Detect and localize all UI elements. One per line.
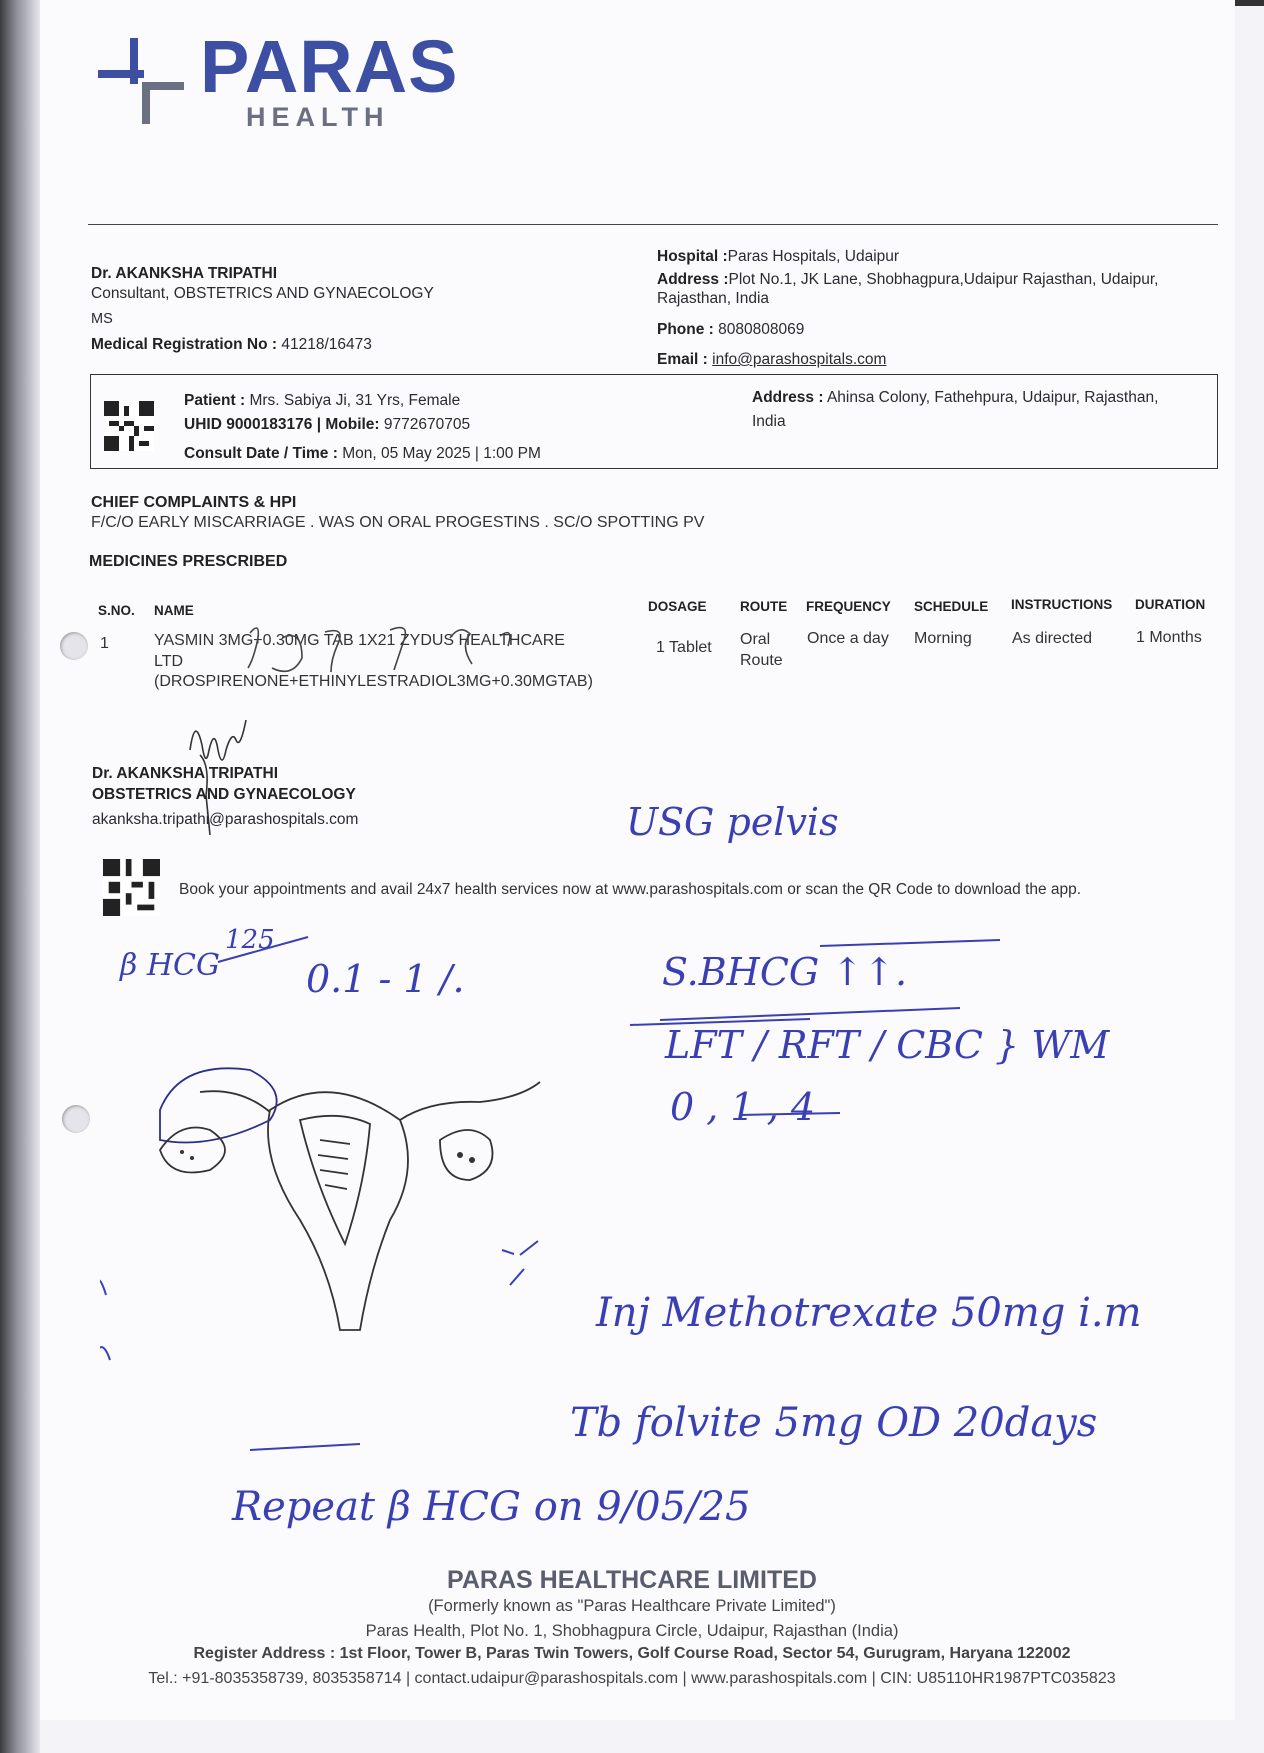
col-name: NAME bbox=[154, 603, 194, 618]
paras-cross-icon bbox=[98, 38, 184, 124]
brand-sub: HEALTH bbox=[246, 102, 390, 132]
hospital-label: Hospital : bbox=[657, 248, 728, 265]
punch-hole bbox=[62, 1105, 90, 1133]
handwritten-tests: LFT / RFT / CBC } WM bbox=[665, 1023, 1110, 1067]
patient-qr-icon bbox=[104, 401, 154, 451]
hospital-phone-label: Phone : bbox=[657, 321, 714, 338]
brand-name: PARAS bbox=[200, 25, 459, 108]
registration-number: 41218/16473 bbox=[281, 336, 372, 353]
med-instructions: As directed bbox=[1012, 630, 1093, 647]
consult-label: Consult Date / Time : bbox=[184, 445, 338, 462]
app-note: Book your appointments and avail 24x7 health services now at www.parashospitals.com or scan the QR Code to download the app. bbox=[179, 881, 1082, 898]
hospital-address-label: Address : bbox=[657, 271, 729, 288]
col-sno: S.NO. bbox=[98, 603, 135, 618]
hospital-phone: 8080808069 bbox=[718, 321, 805, 338]
med-frequency: Once a day bbox=[807, 630, 889, 647]
header-rule bbox=[88, 224, 1218, 225]
col-dosage: DOSAGE bbox=[648, 599, 707, 614]
signature-email: akanksha.tripathi@parashospitals.com bbox=[92, 811, 359, 828]
footer-address: Paras Health, Plot No. 1, Shobhagpura Circle, Udaipur, Rajasthan (India) bbox=[365, 1622, 899, 1640]
patient-address-line1: Ahinsa Colony, Fathehpura, Udaipur, Rajasthan, bbox=[826, 389, 1159, 406]
hospital-address-line2: Rajasthan, India bbox=[657, 290, 770, 307]
complaints-heading: CHIEF COMPLAINTS & HPI bbox=[91, 494, 297, 511]
handwritten-tablet: Tb folvite 5mg OD 20days bbox=[570, 1400, 1098, 1446]
handwritten-repeat: Repeat β HCG on 9/05/25 bbox=[232, 1484, 751, 1530]
med-dosage: 1 Tablet bbox=[656, 639, 712, 656]
patient-address-row bbox=[752, 389, 1158, 407]
med-duration: 1 Months bbox=[1136, 629, 1202, 646]
registration-label: Medical Registration No : bbox=[91, 336, 278, 353]
punch-hole bbox=[60, 632, 88, 660]
footer-formerly: (Formerly known as "Paras Healthcare Private Limited") bbox=[428, 1597, 836, 1615]
handwritten-injection: Inj Methotrexate 50mg i.m bbox=[596, 1290, 1142, 1336]
patient-address-label: Address : bbox=[752, 389, 824, 406]
med-name-line3: (DROSPIRENONE+ETHINYLESTRADIOL3MG+0.30MGTAB) bbox=[154, 673, 593, 690]
patient-label: Patient : bbox=[184, 392, 246, 409]
uhid-label: UHID 9000183176 | Mobile: bbox=[184, 416, 380, 433]
footer-company: PARAS HEALTHCARE LIMITED bbox=[447, 1566, 817, 1594]
handwritten-sbhcg: S.BHCG ↑↑. bbox=[662, 950, 908, 994]
hospital-address-row bbox=[657, 271, 1158, 289]
signature-name: Dr. AKANKSHA TRIPATHI bbox=[92, 765, 278, 782]
hospital-address-line1: Plot No.1, JK Lane, Shobhagpura,Udaipur Rajasthan, Udaipur, bbox=[728, 271, 1159, 288]
complaints-text: F/C/O EARLY MISCARRIAGE . WAS ON ORAL PROGESTINS . SC/O SPOTTING PV bbox=[91, 514, 705, 531]
doctor-title: Consultant, OBSTETRICS AND GYNAECOLOGY bbox=[91, 285, 434, 302]
handwritten-usg: USG pelvis bbox=[626, 800, 839, 844]
med-schedule: Morning bbox=[914, 630, 972, 647]
handwritten-bhcg: β HCG bbox=[120, 948, 220, 983]
uhid-row bbox=[184, 416, 470, 434]
handwritten-test-marks: 0 , 1 , 4 bbox=[670, 1085, 816, 1129]
footer-contact: Tel.: +91-8035358739, 8035358714 | contact.udaipur@parashospitals.com | www.parashospitals.com | CIN: U85110HR1987PTC035823 bbox=[148, 1670, 1116, 1687]
patient-details: Mrs. Sabiya Ji, 31 Yrs, Female bbox=[249, 392, 461, 409]
hospital-email-link[interactable]: info@parashospitals.com bbox=[712, 351, 887, 368]
handwritten-percent: 0.1 - 1 /. bbox=[306, 957, 465, 1001]
hospital-phone-row bbox=[657, 321, 804, 339]
footer-register-label: Register Address : bbox=[193, 1645, 336, 1662]
doctor-registration bbox=[91, 336, 372, 354]
hospital-email-label: Email : bbox=[657, 351, 708, 368]
footer-register bbox=[0, 1645, 1264, 1663]
medicine-scribble bbox=[200, 618, 550, 678]
patient-row bbox=[184, 392, 460, 410]
col-duration: DURATION bbox=[1135, 597, 1206, 612]
handwritten-bhcg-value: 125 bbox=[225, 925, 275, 955]
app-qr-icon bbox=[103, 859, 160, 916]
col-frequency: FREQUENCY bbox=[806, 599, 891, 614]
hospital-email-row bbox=[657, 351, 886, 369]
consult-row bbox=[184, 445, 541, 463]
patient-address-line2: India bbox=[752, 413, 786, 430]
col-route: ROUTE bbox=[740, 599, 788, 614]
consult-datetime: Mon, 05 May 2025 | 1:00 PM bbox=[342, 445, 541, 462]
col-schedule: SCHEDULE bbox=[914, 599, 989, 614]
patient-mobile: 9772670705 bbox=[383, 416, 471, 433]
col-instructions: INSTRUCTIONS bbox=[1011, 597, 1113, 612]
hospital-name: Paras Hospitals, Udaipur bbox=[727, 248, 900, 265]
med-route-line1: Oral bbox=[740, 631, 771, 648]
scan-edge bbox=[0, 0, 40, 1753]
doctor-name: Dr. AKANKSHA TRIPATHI bbox=[91, 265, 277, 282]
med-route-line2: Route bbox=[740, 652, 783, 669]
doctor-degree: MS bbox=[91, 311, 113, 327]
med-name-line1: YASMIN 3MG+0.30MG TAB 1X21 ZYDUS HEALTHCARE bbox=[154, 632, 565, 649]
med-name-line2: LTD bbox=[154, 653, 184, 670]
uterus-diagram-drawing bbox=[120, 1040, 560, 1340]
medicines-heading: MEDICINES PRESCRIBED bbox=[89, 553, 288, 570]
med-sno: 1 bbox=[100, 635, 109, 652]
signature-dept: OBSTETRICS AND GYNAECOLOGY bbox=[92, 786, 356, 803]
footer-register-address: 1st Floor, Tower B, Paras Twin Towers, Golf Course Road, Sector 54, Gurugram, Haryana 122002 bbox=[339, 1645, 1071, 1662]
hospital-name-row bbox=[657, 248, 899, 266]
